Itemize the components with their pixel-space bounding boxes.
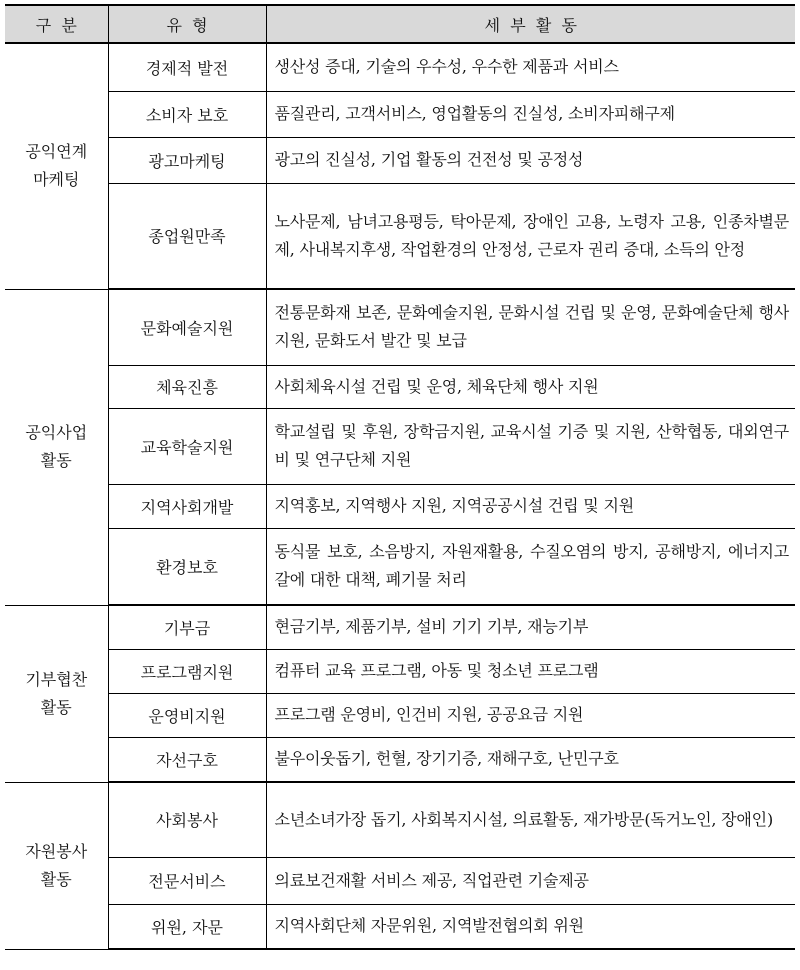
detail-cell: 의료보건재활 서비스 제공, 직업관련 기술제공 — [266, 857, 795, 904]
table-row — [5, 737, 795, 782]
table-row — [5, 782, 795, 857]
detail-cell: 불우이웃돕기, 헌혈, 장기기증, 재해구호, 난민구호 — [266, 737, 795, 782]
table-header-row — [5, 5, 795, 43]
type-cell: 자선구호 — [108, 737, 266, 782]
table-row — [5, 91, 795, 137]
table-row — [5, 183, 795, 289]
header-category: 구 분 — [5, 5, 108, 43]
detail-cell: 광고의 진실성, 기업 활동의 건전성 및 공정성 — [266, 137, 795, 183]
detail-cell: 사회체육시설 건립 및 운영, 체육단체 행사 지원 — [266, 365, 795, 408]
type-cell: 종업원만족 — [108, 183, 266, 289]
type-cell: 문화예술지원 — [108, 289, 266, 365]
type-cell: 프로그램지원 — [108, 649, 266, 693]
header-detail: 세 부 활 동 — [266, 5, 795, 43]
type-cell: 전문서비스 — [108, 857, 266, 904]
table-row — [5, 857, 795, 904]
header-type: 유 형 — [108, 5, 266, 43]
detail-cell: 컴퓨터 교육 프로그램, 아동 및 청소년 프로그램 — [266, 649, 795, 693]
detail-cell: 현금기부, 제품기부, 설비 기기 기부, 재능기부 — [266, 605, 795, 649]
type-cell: 체육진흥 — [108, 365, 266, 408]
table-row — [5, 408, 795, 484]
type-cell: 환경보호 — [108, 528, 266, 605]
detail-cell: 동식물 보호, 소음방지, 자원재활용, 수질오염의 방지, 공해방지, 에너지고갈에 대한 대책, 폐기물 처리 — [266, 528, 795, 605]
type-cell: 경제적 발전 — [108, 43, 266, 91]
detail-cell: 학교설립 및 후원, 장학금지원, 교육시설 기증 및 지원, 산학협동, 대외연구비 및 연구단체 지원 — [266, 408, 795, 484]
type-cell: 소비자 보호 — [108, 91, 266, 137]
type-cell: 사회봉사 — [108, 782, 266, 857]
activity-table — [5, 4, 795, 950]
category-cell: 자원봉사 활동 — [5, 782, 108, 949]
detail-cell: 노사문제, 남녀고용평등, 탁아문제, 장애인 고용, 노령자 고용, 인종차별문제, 사내복지후생, 작업환경의 안정성, 근로자 권리 증대, 소득의 안정 — [266, 183, 795, 289]
category-cell: 공익연계 마케팅 — [5, 43, 108, 289]
detail-cell: 지역사회단체 자문위원, 지역발전협의회 위원 — [266, 904, 795, 949]
table-row — [5, 484, 795, 528]
table-row — [5, 528, 795, 605]
table-row — [5, 365, 795, 408]
table-row — [5, 137, 795, 183]
type-cell: 지역사회개발 — [108, 484, 266, 528]
type-cell: 기부금 — [108, 605, 266, 649]
type-cell: 광고마케팅 — [108, 137, 266, 183]
category-cell: 기부협찬 활동 — [5, 605, 108, 782]
type-cell: 운영비지원 — [108, 693, 266, 737]
table-row — [5, 43, 795, 91]
table-row — [5, 605, 795, 649]
table-row — [5, 289, 795, 365]
detail-cell: 소년소녀가장 돕기, 사회복지시설, 의료활동, 재가방문(독거노인, 장애인) — [266, 782, 795, 857]
table-row — [5, 904, 795, 949]
type-cell: 교육학술지원 — [108, 408, 266, 484]
detail-cell: 전통문화재 보존, 문화예술지원, 문화시설 건립 및 운영, 문화예술단체 행사지원, 문화도서 발간 및 보급 — [266, 289, 795, 365]
type-cell: 위원, 자문 — [108, 904, 266, 949]
table-row — [5, 693, 795, 737]
detail-cell: 프로그램 운영비, 인건비 지원, 공공요금 지원 — [266, 693, 795, 737]
category-cell: 공익사업 활동 — [5, 289, 108, 605]
detail-cell: 품질관리, 고객서비스, 영업활동의 진실성, 소비자피해구제 — [266, 91, 795, 137]
table-row — [5, 649, 795, 693]
detail-cell: 지역홍보, 지역행사 지원, 지역공공시설 건립 및 지원 — [266, 484, 795, 528]
detail-cell: 생산성 증대, 기술의 우수성, 우수한 제품과 서비스 — [266, 43, 795, 91]
activity-table-wrapper — [5, 4, 795, 950]
